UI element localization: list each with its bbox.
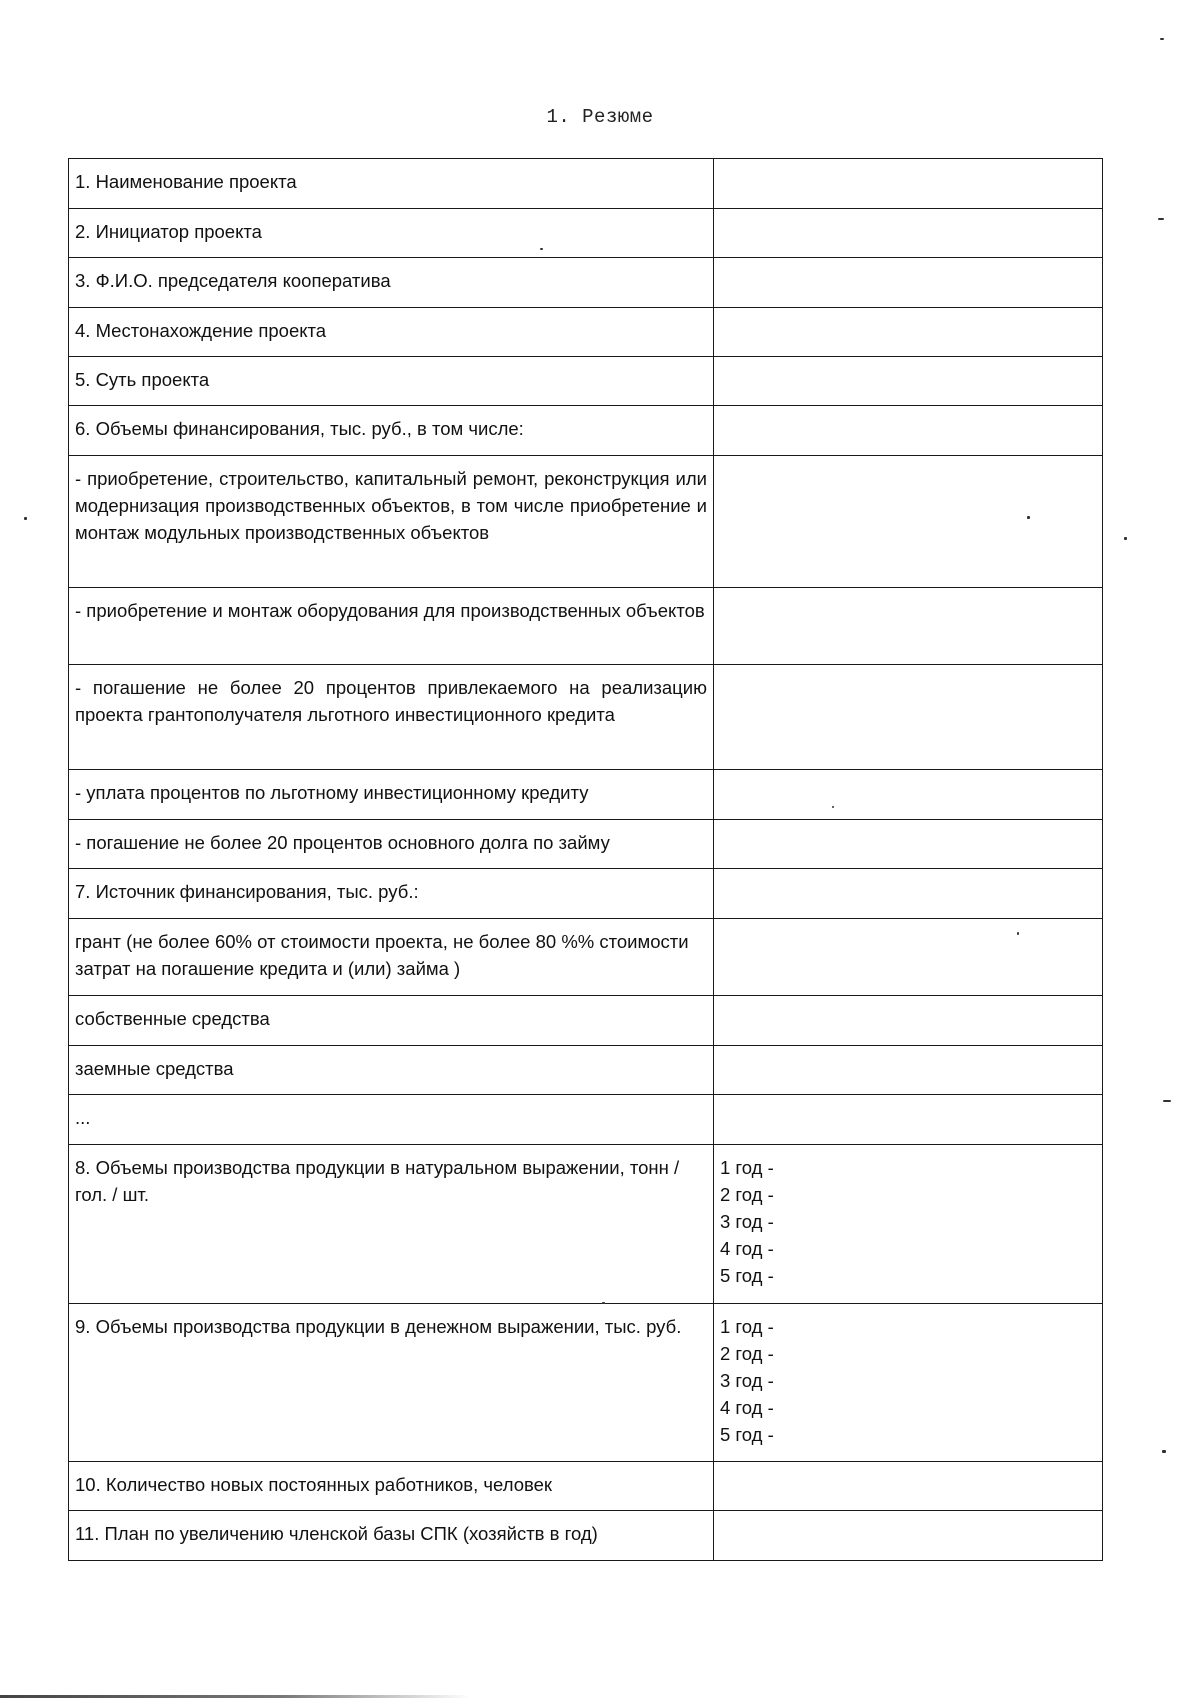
year-list <box>720 1154 1096 1289</box>
row-label: ... <box>69 1095 714 1145</box>
row-value-years[interactable] <box>714 1145 1103 1304</box>
row-label: 5. Суть проекта <box>69 357 714 406</box>
row-value[interactable] <box>714 869 1103 919</box>
table-row <box>69 588 1103 665</box>
row-value[interactable] <box>714 406 1103 456</box>
table-row <box>69 1304 1103 1462</box>
table-row <box>69 1511 1103 1561</box>
row-label: - приобретение и монтаж оборудования для производственных объектов <box>69 588 714 665</box>
row-value[interactable] <box>714 770 1103 820</box>
table-row <box>69 1145 1103 1304</box>
table-row <box>69 1046 1103 1095</box>
row-label: 1. Наименование проекта <box>69 159 714 209</box>
scan-speck <box>602 1302 605 1304</box>
scan-speck <box>24 517 27 520</box>
year-item: 5 год - <box>720 1424 774 1445</box>
row-value[interactable] <box>714 588 1103 665</box>
row-label: 7. Источник финансирования, тыс. руб.: <box>69 869 714 919</box>
row-label: 3. Ф.И.О. председателя кооператива <box>69 258 714 308</box>
row-label: 6. Объемы финансирования, тыс. руб., в том числе: <box>69 406 714 456</box>
table-row <box>69 1095 1103 1145</box>
row-value[interactable] <box>714 209 1103 258</box>
year-item: 1 год - <box>720 1157 774 1178</box>
table-row <box>69 996 1103 1046</box>
row-value[interactable] <box>714 159 1103 209</box>
scan-speck <box>1124 537 1127 540</box>
row-label: собственные средства <box>69 996 714 1046</box>
scan-speck <box>832 806 834 808</box>
table-row <box>69 159 1103 209</box>
scan-speck <box>1160 38 1164 40</box>
row-value[interactable] <box>714 665 1103 770</box>
row-value[interactable] <box>714 820 1103 869</box>
year-item: 4 год - <box>720 1238 774 1259</box>
table-row <box>69 770 1103 820</box>
table-row <box>69 665 1103 770</box>
row-label: 10. Количество новых постоянных работников, человек <box>69 1462 714 1511</box>
row-label: 8. Объемы производства продукции в натуральном выражении, тонн / гол. / шт. <box>69 1145 714 1304</box>
row-value[interactable] <box>714 1462 1103 1511</box>
row-value[interactable] <box>714 1046 1103 1095</box>
table-row <box>69 209 1103 258</box>
row-value[interactable] <box>714 1095 1103 1145</box>
table-row <box>69 820 1103 869</box>
scan-speck <box>1163 1100 1171 1102</box>
row-value[interactable] <box>714 357 1103 406</box>
row-label: - приобретение, строительство, капитальный ремонт, реконструкция или модернизация производственных объектов, в том числе приобретение и монтаж модульных производственных объектов <box>69 456 714 588</box>
row-label: 9. Объемы производства продукции в денежном выражении, тыс. руб. <box>69 1304 714 1462</box>
table-row <box>69 869 1103 919</box>
year-item: 1 год - <box>720 1316 774 1337</box>
row-value-years[interactable] <box>714 1304 1103 1462</box>
scan-speck <box>1017 932 1019 935</box>
scan-speck <box>1158 218 1164 220</box>
year-item: 2 год - <box>720 1184 774 1205</box>
scan-speck <box>1162 1450 1166 1453</box>
year-item: 2 год - <box>720 1343 774 1364</box>
scan-speck <box>1027 516 1030 519</box>
table-row <box>69 406 1103 456</box>
year-item: 5 год - <box>720 1265 774 1286</box>
table-row <box>69 308 1103 357</box>
summary-table <box>68 158 1103 1561</box>
year-item: 3 год - <box>720 1211 774 1232</box>
year-item: 3 год - <box>720 1370 774 1391</box>
scan-bottom-edge <box>0 1695 470 1698</box>
row-value[interactable] <box>714 1511 1103 1561</box>
row-value[interactable] <box>714 308 1103 357</box>
row-value[interactable] <box>714 919 1103 996</box>
row-label: 4. Местонахождение проекта <box>69 308 714 357</box>
row-label: заемные средства <box>69 1046 714 1095</box>
table-row <box>69 1462 1103 1511</box>
row-value[interactable] <box>714 456 1103 588</box>
scan-speck <box>540 248 543 250</box>
table-row <box>69 258 1103 308</box>
row-value[interactable] <box>714 258 1103 308</box>
row-value[interactable] <box>714 996 1103 1046</box>
table-row <box>69 357 1103 406</box>
row-label: 11. План по увеличению членской базы СПК (хозяйств в год) <box>69 1511 714 1561</box>
year-item: 4 год - <box>720 1397 774 1418</box>
page-title: 1. Резюме <box>546 106 654 128</box>
table-row <box>69 919 1103 996</box>
row-label: - погашение не более 20 процентов привлекаемого на реализацию проекта грантополучателя льготного инвестиционного кредита <box>69 665 714 770</box>
row-label: - уплата процентов по льготному инвестиционному кредиту <box>69 770 714 820</box>
row-label: грант (не более 60% от стоимости проекта, не более 80 %% стоимости затрат на погашение кредита и (или) займа ) <box>69 919 714 996</box>
row-label: - погашение не более 20 процентов основного долга по займу <box>69 820 714 869</box>
year-list <box>720 1313 1096 1448</box>
row-label: 2. Инициатор проекта <box>69 209 714 258</box>
table-row <box>69 456 1103 588</box>
